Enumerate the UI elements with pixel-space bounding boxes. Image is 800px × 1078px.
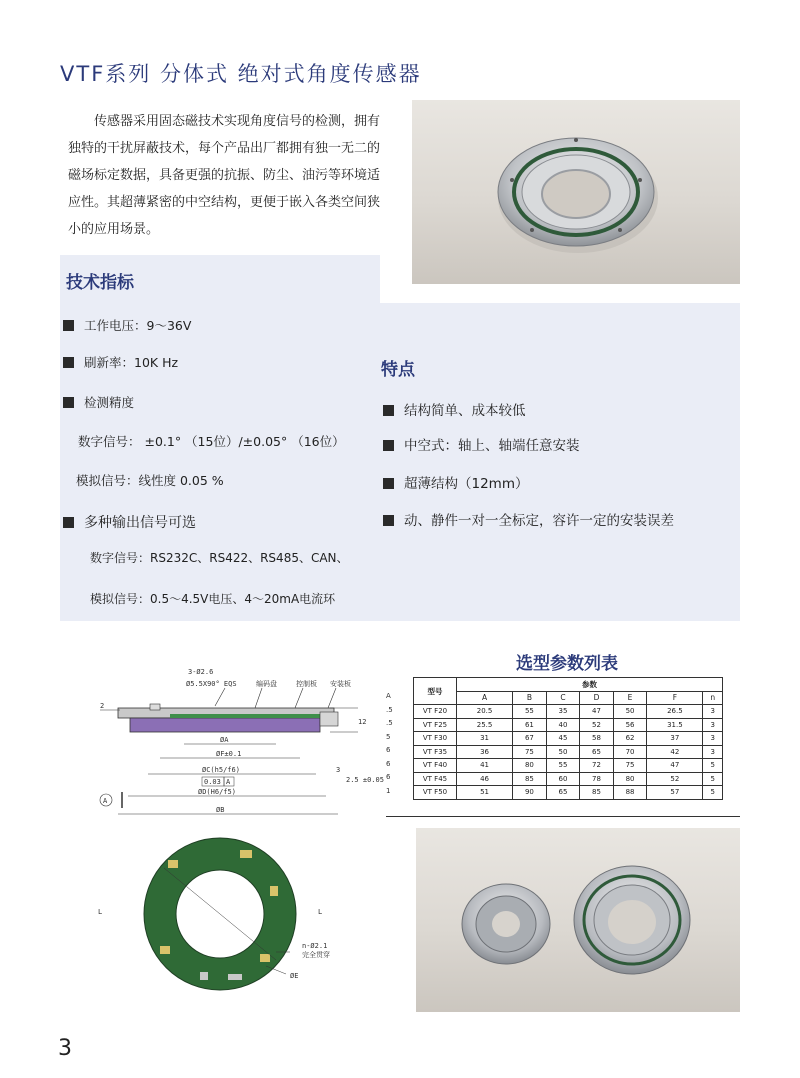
value-cell: 75 — [613, 759, 647, 773]
column-header: C — [546, 691, 580, 705]
value-cell: 3 — [703, 732, 723, 746]
label-mount-board: 安装板 — [330, 680, 351, 688]
column-header: A — [457, 691, 513, 705]
column-header: D — [580, 691, 614, 705]
label-dim-25: 2.5 ±0.05 — [346, 776, 384, 784]
value-cell: 62 — [613, 732, 647, 746]
table-row — [414, 705, 723, 719]
feature-text: 结构简单、成本较低 — [404, 403, 526, 419]
value-cell: 35 — [546, 705, 580, 719]
label-corner-left: L — [98, 908, 103, 916]
features-heading: 特点 — [381, 360, 415, 380]
value-cell: 70 — [613, 745, 647, 759]
value-cell: 50 — [546, 745, 580, 759]
cut-off-fragment: 6 — [386, 746, 391, 754]
label-dia-d: ØD(H6/f5) — [198, 788, 236, 796]
value-cell: 25.5 — [457, 718, 513, 732]
pcb-view-drawing — [90, 826, 390, 1010]
spec-outputs-text: 多种输出信号可选 — [84, 515, 196, 531]
spec-accuracy — [63, 393, 134, 411]
label-dim-12: 12 — [358, 718, 367, 726]
product-photo-pair — [416, 828, 740, 1012]
table-row — [414, 786, 723, 800]
product-photo-ring — [412, 100, 740, 284]
cut-off-fragment: 1 — [386, 786, 391, 795]
label-dia-e: ØE — [290, 972, 299, 980]
params-table — [413, 677, 723, 800]
column-header: n — [703, 691, 723, 705]
value-cell: 41 — [457, 759, 513, 773]
label-control-board: 控制板 — [296, 680, 317, 688]
value-cell: 37 — [647, 732, 703, 746]
cut-off-fragment: .5 — [386, 719, 393, 727]
label-dia-f: ØF±0.1 — [216, 750, 242, 758]
model-cell: VT F45 — [414, 772, 457, 786]
spec-analog-accuracy: 模拟信号：线性度 0.05 % — [76, 473, 224, 488]
table-row — [414, 759, 723, 773]
cross-section-drawing — [90, 664, 384, 828]
params-table-area — [386, 674, 740, 824]
spec-refresh — [63, 353, 178, 371]
table-row — [414, 772, 723, 786]
label-holes: 3-Ø2.6 — [188, 668, 214, 676]
page-title: VTF系列 分体式 绝对式角度传感器 — [60, 62, 422, 86]
cut-off-fragment: .5 — [386, 705, 393, 714]
value-cell: 55 — [546, 759, 580, 773]
feature-text: 中空式：轴上、轴端任意安装 — [404, 438, 580, 454]
label-dim-3: 3 — [336, 766, 341, 774]
feature-item — [383, 399, 526, 419]
value-cell: 56 — [613, 718, 647, 732]
label-n-holes: n-Ø2.1 — [302, 942, 328, 950]
value-cell: 67 — [513, 732, 547, 746]
value-cell: 52 — [647, 772, 703, 786]
specs-panel — [60, 303, 740, 621]
table-bottom-rule — [386, 816, 740, 817]
value-cell: 72 — [580, 759, 614, 773]
value-cell: 31 — [457, 732, 513, 746]
model-cell: VT F30 — [414, 732, 457, 746]
spec-digital-accuracy: 数字信号： ±0.1° （15位）/±0.05° （16位） — [78, 434, 345, 449]
value-cell: 31.5 — [647, 718, 703, 732]
cut-off-fragment: 6 — [386, 759, 391, 768]
value-cell: 61 — [513, 718, 547, 732]
value-cell: 50 — [613, 705, 647, 719]
value-cell: 3 — [703, 745, 723, 759]
value-cell: 47 — [647, 759, 703, 773]
label-tolerance: 0.03 — [204, 778, 221, 786]
model-cell: VT F35 — [414, 745, 457, 759]
label-countersink: Ø5.5X90° EQS — [186, 680, 237, 688]
page-number: 3 — [58, 1036, 72, 1061]
value-cell: 46 — [457, 772, 513, 786]
value-cell: 75 — [513, 745, 547, 759]
table-row — [414, 745, 723, 759]
value-cell: 80 — [613, 772, 647, 786]
spec-accuracy-text: 检测精度 — [84, 395, 135, 410]
feature-item — [383, 472, 528, 492]
intro-paragraph: 传感器采用固态磁技术实现角度信号的检测，拥有独特的干扰屏蔽技术，每个产品出厂都拥有独一无二的磁场标定数据，具备更强的抗振、防尘、油污等环境适应性。其超薄紧密的中空结构，更便于嵌入各类空间狭小的应用场景。 — [68, 114, 381, 237]
table-heading: 选型参数列表 — [516, 654, 618, 674]
column-header: E — [613, 691, 647, 705]
value-cell: 60 — [546, 772, 580, 786]
value-cell: 90 — [513, 786, 547, 800]
value-cell: 5 — [703, 786, 723, 800]
cut-off-fragment: 6 — [386, 773, 391, 781]
params-header: 参数 — [457, 678, 723, 692]
value-cell: 3 — [703, 705, 723, 719]
feature-text: 动、静件一对一全标定，容许一定的安装误差 — [404, 513, 674, 529]
label-dim-2: 2 — [100, 702, 105, 710]
model-cell: VT F50 — [414, 786, 457, 800]
label-dia-c: ØC(h5/f6) — [202, 766, 240, 774]
label-datum-box: A — [226, 778, 231, 786]
label-dia-a: ØA — [220, 736, 229, 744]
feature-text: 超薄结构（12mm） — [404, 476, 529, 492]
value-cell: 85 — [580, 786, 614, 800]
value-cell: 26.5 — [647, 705, 703, 719]
spec-analog-outputs: 模拟信号：0.5～4.5V电压、4～20mA电流环 — [90, 592, 336, 606]
label-corner-right: L — [318, 908, 323, 916]
value-cell: 45 — [546, 732, 580, 746]
value-cell: 65 — [580, 745, 614, 759]
label-n-holes-note: 完全贯穿 — [302, 951, 330, 959]
spec-refresh-text: 刷新率：10K Hz — [84, 355, 179, 370]
spec-voltage-text: 工作电压：9～36V — [84, 318, 192, 333]
cut-off-fragment: A — [386, 692, 391, 700]
value-cell: 40 — [546, 718, 580, 732]
spec-digital-outputs: 数字信号：RS232C、RS422、RS485、CAN、 — [90, 551, 349, 565]
table-row — [414, 718, 723, 732]
value-cell: 51 — [457, 786, 513, 800]
value-cell: 58 — [580, 732, 614, 746]
cut-off-fragment: 5 — [386, 732, 391, 741]
value-cell: 42 — [647, 745, 703, 759]
label-datum-a: A — [103, 797, 108, 805]
value-cell: 55 — [513, 705, 547, 719]
value-cell: 3 — [703, 718, 723, 732]
value-cell: 65 — [546, 786, 580, 800]
model-header: 型号 — [414, 678, 457, 705]
value-cell: 5 — [703, 759, 723, 773]
spec-voltage — [63, 316, 191, 334]
feature-item — [383, 434, 580, 454]
value-cell: 5 — [703, 772, 723, 786]
value-cell: 78 — [580, 772, 614, 786]
value-cell: 57 — [647, 786, 703, 800]
model-cell: VT F25 — [414, 718, 457, 732]
value-cell: 88 — [613, 786, 647, 800]
feature-item — [383, 509, 674, 529]
column-header: B — [513, 691, 547, 705]
model-cell: VT F40 — [414, 759, 457, 773]
label-code-disk: 编码盘 — [256, 680, 277, 688]
value-cell: 47 — [580, 705, 614, 719]
value-cell: 80 — [513, 759, 547, 773]
value-cell: 85 — [513, 772, 547, 786]
value-cell: 52 — [580, 718, 614, 732]
table-row — [414, 732, 723, 746]
model-cell: VT F20 — [414, 705, 457, 719]
label-dia-b: ØB — [216, 806, 225, 814]
specs-heading: 技术指标 — [66, 273, 134, 293]
value-cell: 36 — [457, 745, 513, 759]
value-cell: 20.5 — [457, 705, 513, 719]
spec-outputs — [63, 512, 196, 532]
column-header: F — [647, 691, 703, 705]
